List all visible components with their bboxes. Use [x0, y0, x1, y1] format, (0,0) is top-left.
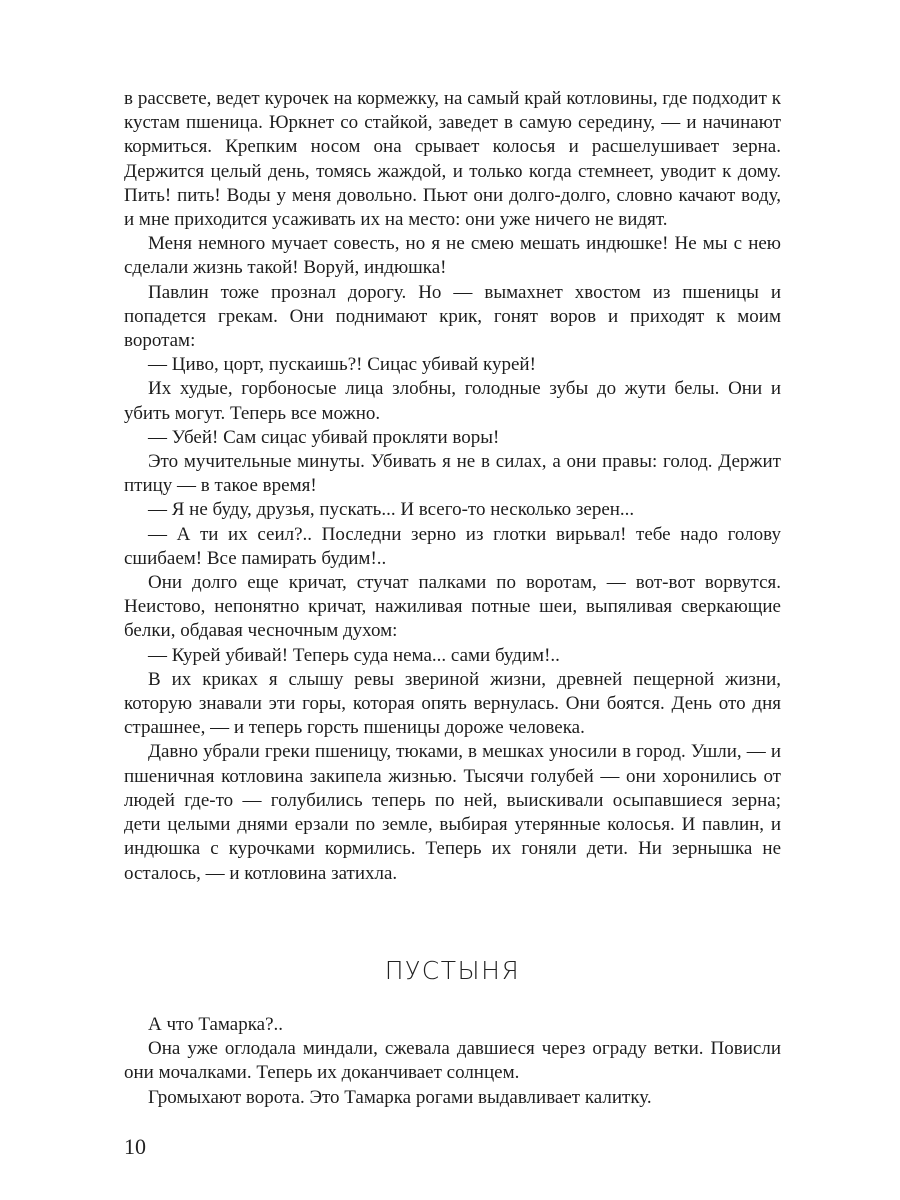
- dialogue-line: — Курей убивай! Теперь суда нема... сами будим!..: [148, 644, 560, 666]
- main-text-block: [124, 87, 781, 886]
- paragraph: Громыхают ворота. Это Тамарка рогами выдавливает калитку.: [148, 1086, 652, 1108]
- paragraph: Это мучительные минуты. Убивать я не в силах, а они правы: голод. Держит птицу — в такое время!: [124, 451, 781, 497]
- dialogue-line: — Убей! Сам сицас убивай прокляти воры!: [148, 426, 500, 448]
- dialogue-line: — Я не буду, друзья, пускать... И всего-то несколько зерен...: [148, 499, 635, 521]
- paragraph: Они долго еще кричат, стучат палками по воротам, — вот-вот ворвутся. Неистово, непонятно кричат, нажиливая потные шеи, выпяливая сверкающие белки, обдавая чесночным духом:: [124, 572, 781, 642]
- chapter-text-block: [124, 1013, 781, 1110]
- chapter-title: ПУСТЫНЯ: [384, 956, 521, 985]
- paragraph: Павлин тоже прознал дорогу. Но — вымахнет хвостом из пшеницы и попадется грекам. Они поднимают крик, гонят воров и приходят к моим воротам:: [124, 281, 781, 352]
- dialogue-line: — А ти их сеил?.. Последни зерно из глотки вирьвал! тебе надо голову сшибаем! Все памирать будим!..: [124, 523, 781, 569]
- dialogue-line: — Циво, цорт, пускаишь?! Сицас убивай курей!: [148, 354, 536, 376]
- paragraph: Меня немного мучает совесть, но я не смею мешать индюшке! Не мы с нею сделали жизнь такой! Воруй, индюшка!: [124, 233, 781, 279]
- paragraph: Давно убрали греки пшеницу, тюками, в мешках уносили в город. Ушли, — и пшеничная котловина закипела жизнью. Тысячи голубей — они хоронились от людей где-то — голубились теперь по ней, выискивали осыпавшиеся зерна; дети целыми днями ерзали по земле, выбирая утерянные колосья. И павлин, и индюшка с курочками кормились. Теперь их гоняли дети. Ни зернышка не осталось, — и котловина затихла.: [124, 741, 781, 884]
- paragraph: В их криках я слышу ревы звериной жизни, древней пещерной жизни, которую знавали эти горы, которая опять вернулась. Они боятся. День ото дня страшнее, — и теперь горсть пшеницы дороже человека.: [124, 668, 781, 739]
- paragraph: А что Тамарка?..: [148, 1014, 284, 1035]
- paragraph: Их худые, горбоносые лица злобны, голодные зубы до жути белы. Они и убить могут. Теперь все можно.: [124, 378, 781, 424]
- paragraph: в рассвете, ведет курочек на кормежку, на самый край котловины, где подходит к кустам пшеница. Юркнет со стайкой, заведет в самую середину, — и начинают кормиться. Крепким носом она срывает колосья и расшелушивает зерна. Держится целый день, томясь жаждой, и только когда стемнеет, уводит к дому. Пить! пить! Воды у меня довольно. Пьют они долго-долго, словно качают воду, и мне приходится усаживать их на место: они уже ничего не видят.: [124, 88, 781, 231]
- page-number: 10: [124, 1134, 146, 1159]
- paragraph: Она уже оглодала миндали, сжевала давшиеся через ограду ветки. Повисли они мочалками. Теперь их доканчивает солнцем.: [124, 1038, 781, 1084]
